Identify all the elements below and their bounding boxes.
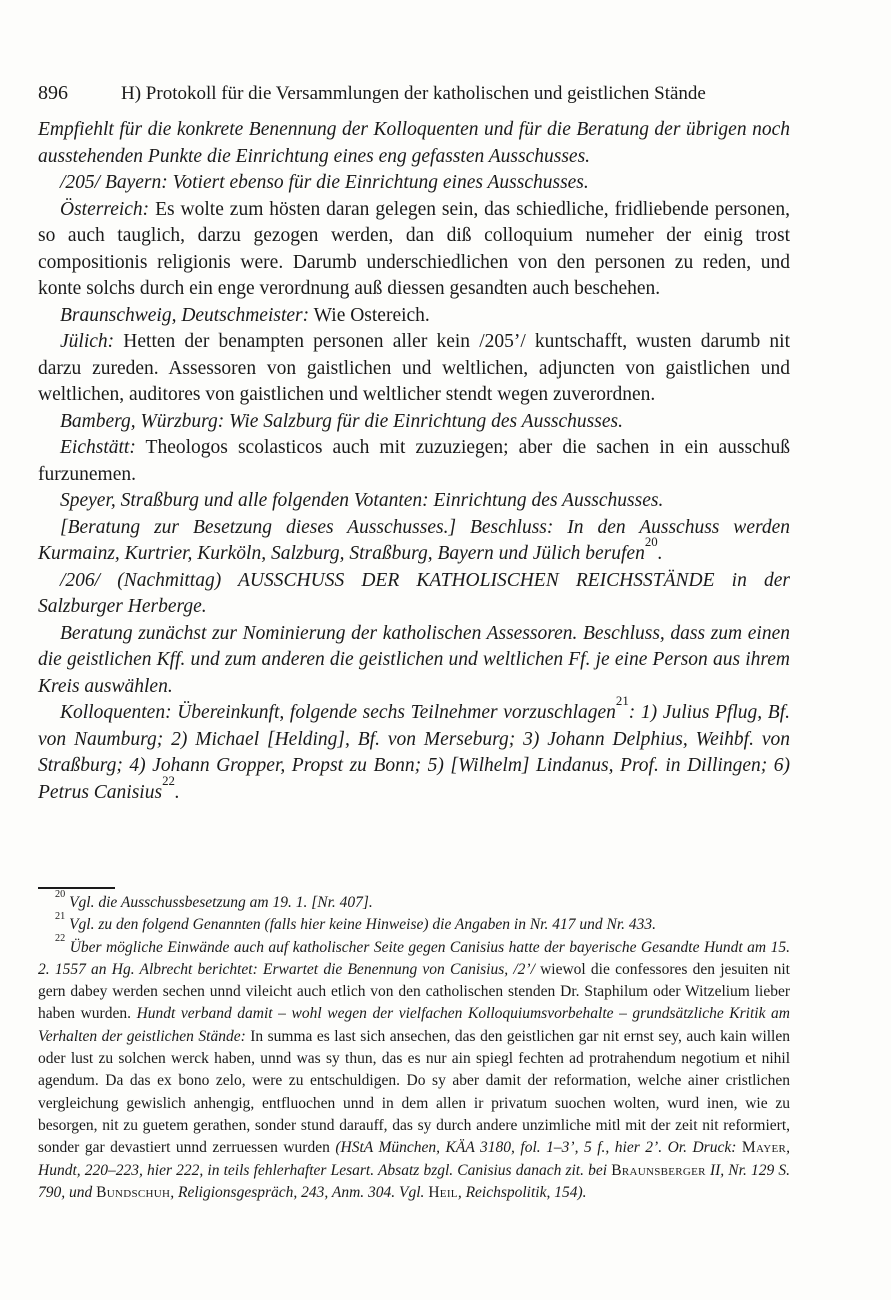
text-segment: Mayer: [741, 1139, 787, 1157]
text-segment: Vgl. die Ausschussbesetzung am 19. 1. [Nr. 407].: [65, 894, 373, 911]
text-segment: (HStA München, KÄA 3180, fol. 1–3’, 5 f., hier 2’. Or. Druck:: [335, 1139, 742, 1157]
footnotes-section: [38, 888, 791, 1204]
paragraph: [38, 409, 790, 436]
footnote-reference: 21: [615, 694, 629, 709]
main-text: [38, 117, 790, 806]
text-segment: /206/ (Nachmittag) AUSSCHUSS DER KATHOLISCHEN REICHSSTÄNDE in der Salzburger Herberge.: [38, 569, 790, 617]
text-segment: Bamberg, Würzburg: Wie Salzburg für die Einrichtung des Ausschusses.: [60, 410, 623, 432]
text-segment: Österreich:: [60, 198, 150, 220]
paragraph: [38, 568, 790, 621]
text-segment: In summa es last sich ansechen, das den geistlichen gar nit ernst sey, auch kain willen oder lust zu solchen werck haben, unnd was sy thun, das es nur ain spiegl fechten ad protrahendum negotium et nihil agendum. Da das ex bono zelo, were zu entschuldigen. Do sy aber damit der reformation, welche ainer cristlichen vergleichung gewislich anhengig, entfluochen unnd in dem allen ir privatum suochen wolten, wurd inen, wie zu besorgen, nit zu guetem gerathen, sonder stund darauff, das sy durch andere unzimliche mitl mit der zeit nit reformiert, sonder gar devastiert unnd zerruessen wurden: [38, 1027, 790, 1157]
paragraph: [38, 197, 790, 303]
text-segment: Es wolte zum hösten daran gelegen sein, das schiedliche, fridliebende personen, so auch tauglich, darzu gezogen werden, dan diß colloquium numeher der einig trost compositionis religionis were. Darumb underschiedlichen von den personen zu reden, und konte solchs durch ein enge verordnung auß diessen gesandten auch beschehen.: [38, 198, 790, 299]
text-segment: Beratung zunächst zur Nominierung der katholischen Assessoren. Beschluss, dass zum einen die geistlichen Kff. und zum anderen die geistlichen und weltlichen Ff. je eine Person aus ihrem Kreis auswählen.: [38, 622, 790, 697]
paragraph: [38, 488, 790, 515]
footnote-number: 21: [55, 910, 66, 922]
text-segment: .: [174, 781, 180, 803]
text-segment: /205/ Bayern: Votiert ebenso für die Einrichtung eines Ausschusses.: [60, 172, 589, 193]
footnote: [38, 910, 790, 936]
page-header: [38, 82, 790, 105]
paragraph: [38, 435, 790, 488]
text-segment: Hetten der benampten personen aller kein /205’/ kuntschafft, wusten darumb nit darzu zureden. Assessoren von gaistlichen und weltlichen, adjuncten von gaistlichen und weltlichen, auditores von gaistlichen und weltlicher stendt wegen zuverordnen.: [38, 331, 790, 405]
text-segment: Theologos scolasticos auch mit zuzuziegen; aber die sachen in ein ausschuß furzunemen.: [38, 437, 790, 485]
footnote-number: 22: [55, 933, 66, 945]
text-segment: , Reichspolitik, 154).: [457, 1183, 587, 1201]
running-header: H) Protokoll für die Versammlungen der katholischen und geistlichen Stände: [121, 83, 706, 104]
text-segment: Speyer, Straßburg und alle folgenden Votanten: Einrichtung des Ausschusses.: [60, 490, 664, 511]
paragraph: [38, 329, 790, 409]
text-segment: Heil: [428, 1183, 458, 1201]
text-segment: Eichstätt:: [60, 437, 136, 458]
text-segment: : 1) Julius Pflug, Bf. von Naumburg; 2) Michael [Helding], Bf. von Merseburg; 3) Johann Delphius, Weihbf. von Straßburg; 4) Johann Gropper, Propst zu Bonn; 5) [Wilhelm] Lindanus, Prof. in Dillingen; 6) Petrus Canisius: [38, 702, 790, 803]
text-segment: , Hundt, 220–223, hier 222, in teils fehlerhafter Lesart. Absatz bzgl. Canisius danach zit. bei: [38, 1139, 790, 1179]
text-segment: Vgl. zu den folgend Genannten (falls hier keine Hinweise) die Angaben in Nr. 417 und Nr. 433.: [65, 916, 657, 934]
text-segment: Braunschweig, Deutschmeister:: [60, 304, 310, 326]
footnote-number: 20: [55, 888, 66, 900]
paragraph: [38, 303, 790, 330]
text-segment: Wie Ostereich.: [309, 304, 430, 326]
text-segment: Jülich:: [60, 331, 115, 352]
footnote-reference: 20: [644, 535, 658, 550]
text-segment: [Beratung zur Besetzung dieses Ausschusses.] Beschluss: In den Ausschuss werden Kurmainz, Kurtrier, Kurköln, Salzburg, Straßburg, Bayern und Jülich berufen: [38, 516, 790, 564]
text-segment: , Religionsgespräch, 243, Anm. 304. Vgl.: [170, 1183, 429, 1201]
text-segment: .: [657, 543, 663, 564]
paragraph: [38, 515, 790, 568]
footnote-reference: 22: [162, 773, 175, 788]
text-segment: Braunsberger: [611, 1161, 706, 1179]
text-segment: wiewol die confessores den jesuiten nit gern dabey werden sechen unnd vileicht auch etlich von den catholischen stenden Dr. Staphilum oder Witzelium lieber haben wurden.: [38, 960, 790, 1023]
text-segment: Empfiehlt für die konkrete Benennung der Kolloquenten und für die Beratung der übrigen noch ausstehenden Punkte die Einrichtung eines eng gefassten Ausschusses.: [38, 119, 790, 167]
page-number: 896: [38, 82, 68, 104]
paragraph: [38, 694, 790, 806]
text-segment: Bundschuh: [96, 1183, 171, 1201]
text-segment: Hundt verband damit – wohl wegen der vielfachen Kolloquiumsvorbehalte – grundsätzliche Kritik am Verhalten der geistlichen Stände:: [38, 1005, 791, 1045]
footnote: [38, 933, 791, 1205]
text-segment: Über mögliche Einwände auch auf katholischer Seite gegen Canisius hatte der bayerische Gesandte Hundt am 15. 2. 1557 an Hg. Albrecht berichtet: Erwartet die Benennung von Canisius, /2’/: [38, 938, 790, 978]
paragraph: [38, 117, 790, 170]
paragraph: [38, 621, 790, 701]
text-segment: Kolloquenten: Übereinkunft, folgende sechs Teilnehmer vorzuschlagen: [60, 702, 616, 723]
paragraph: [38, 170, 790, 197]
footnote: [38, 888, 790, 914]
footnote-separator: [38, 887, 115, 889]
text-segment: II, Nr. 129 S. 790, und: [38, 1161, 790, 1201]
